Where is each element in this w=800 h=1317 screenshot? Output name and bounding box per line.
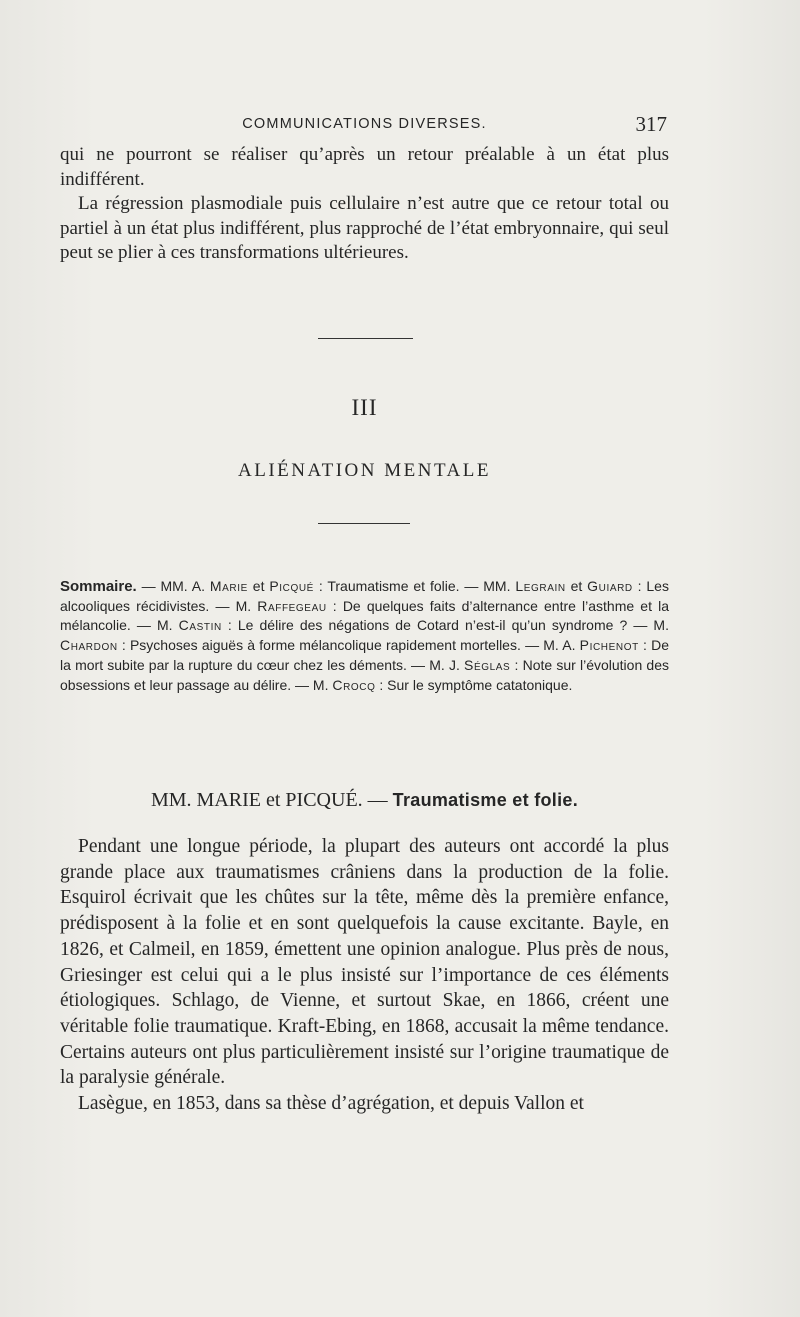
article-authors: MM. MARIE et PICQUÉ. — <box>150 789 388 811</box>
page-number: 317 <box>635 112 667 136</box>
section-top-rule <box>318 338 413 339</box>
running-head-title: COMMUNICATIONS DIVERSES. <box>242 116 487 132</box>
section-number: III <box>351 395 378 420</box>
article-heading <box>60 789 669 812</box>
section-bottom-rule <box>318 523 410 524</box>
intro-paragraph-2: La régression plasmodiale puis cellulaire n’est autre que ce retour total ou partiel à un état plus indifférent, plus rapproché de l’état embryonnaire, qui seul peut se plier à ces transformations ultérieures. <box>60 193 669 263</box>
summary-item: — MM. A. Marie et Picqué : Traumatisme et folie. <box>136 578 460 594</box>
summary-item: — M. Chardon : Psychoses aiguës à forme mélancolique rapidement mortelles. <box>60 617 669 654</box>
summary-item: — MM. Legrain et Guiard : Les alcooliques récidivistes. <box>60 578 669 614</box>
summary-item: — M. Raffegeau : De quelques faits d’alternance entre l’asthme et la mélancolie. <box>60 597 669 634</box>
summary-item: — M. J. Séglas : Note sur l’évolution des obsessions et leur passage au délire. <box>60 656 669 693</box>
article-title: Traumatisme et folie. <box>392 790 579 810</box>
article-body <box>60 834 669 1117</box>
summary-text <box>60 577 669 695</box>
article-paragraph-1: Pendant une longue période, la plupart des auteurs ont accordé la plus grande place aux traumatismes crâniens dans la production de la folie. Esquirol écrivait que les chûtes sur la tête, même dès la première enfance, prédisposent à la folie et en sont quelquefois la cause excitante. Bayle, en 1826, et Calmeil, en 1859, émettent une opinion analogue. Plus près de nous, Griesinger est celui qui a le plus insisté sur l’importance de ces éléments étiologiques. Schlago, de Vienne, et surtout Skae, en 1866, créent une véritable folie traumatique. Kraft-Ebing, en 1868, accusait la même tendance. Certains auteurs ont plus particulièrement insisté sur l’origine traumatique de la paralysie générale. <box>60 836 669 1089</box>
summary-item: — M. A. Pichenot : De la mort subite par la rupture du cœur chez les déments. <box>60 637 669 673</box>
intro-paragraph-1: qui ne pourront se réaliser qu’après un retour préalable à un état plus indifférent. <box>60 144 669 190</box>
running-head <box>60 112 669 136</box>
summary-item: — M. Castin : Le délire des négations de Cotard n’est-il qu’un syndrome ? <box>130 617 628 634</box>
article-paragraph-2: Lasègue, en 1853, dans sa thèse d’agrégation, et depuis Vallon et <box>78 1093 584 1115</box>
summary <box>60 577 669 695</box>
summary-label: Sommaire. <box>60 578 137 595</box>
intro-text <box>60 143 669 266</box>
section-title: ALIÉNATION MENTALE <box>238 460 491 481</box>
summary-item: — M. Crocq : Sur le symptôme catatonique. <box>291 676 573 693</box>
